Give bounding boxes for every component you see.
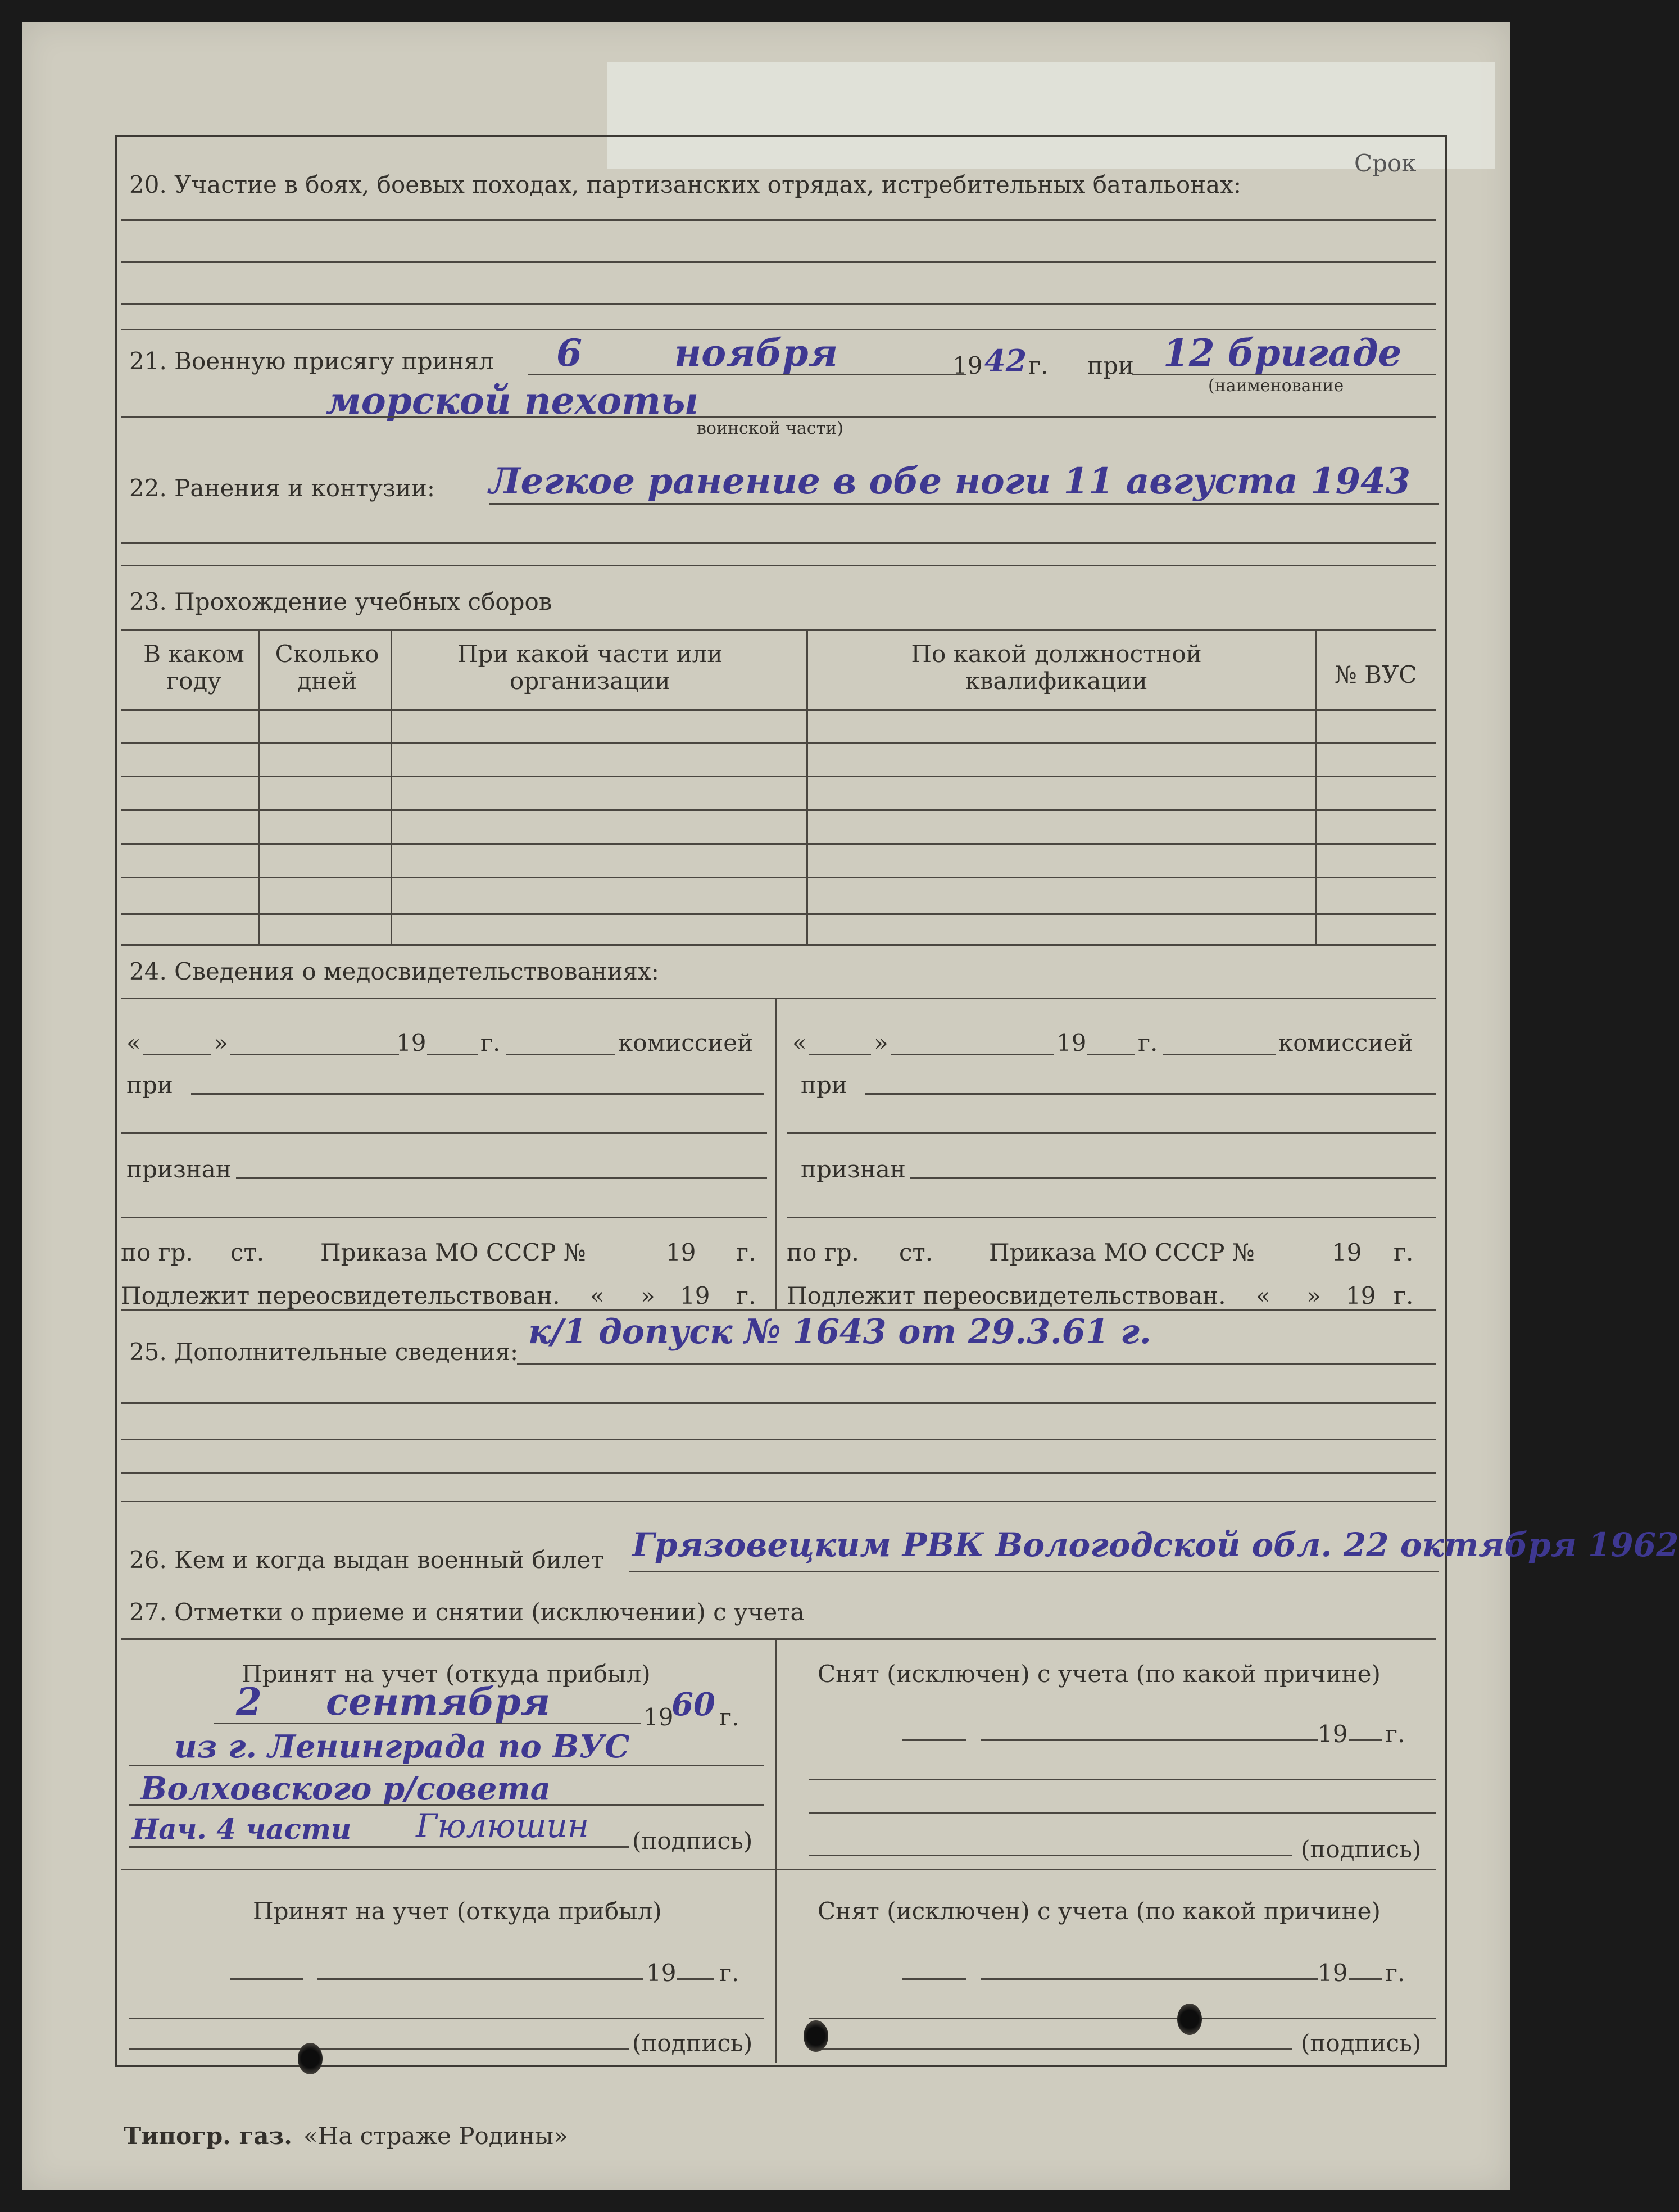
oath-at: при — [1087, 352, 1134, 379]
additional-value: к/1 допуск № 1643 от 29.3.61 г. — [528, 1312, 1151, 1352]
col-unit: При какой части или организации — [457, 640, 723, 695]
f23-label: 23. Прохождение учебных сборов — [129, 588, 552, 615]
oath-year: 42 — [984, 343, 1027, 379]
accept-signature: Гюлюшин — [416, 1807, 589, 1845]
top-stamp: Срок — [1354, 149, 1417, 177]
military-id-issuer: Грязовецким РВК Вологодской обл. 22 октября 1962 — [632, 1526, 1679, 1564]
accept-head: Нач. 4 части — [132, 1812, 352, 1846]
accept-council: Волховского р/совета — [140, 1770, 551, 1807]
punch-hole — [1177, 2004, 1202, 2035]
oath-year-prefix: 19 — [952, 352, 983, 379]
oath-unit-cont: морской пехоты — [326, 379, 699, 423]
oath-unit: 12 бригаде — [1163, 331, 1402, 375]
commission-label-right: комиссией — [1278, 1029, 1414, 1057]
accept-day: 2 — [236, 1680, 262, 1724]
col-days: Сколько дней — [275, 640, 379, 695]
f26-label: 26. Кем и когда выдан военный билет — [129, 1546, 604, 1574]
wound-value: Легкое ранение в обе ноги 11 августа 1943 — [489, 460, 1411, 502]
accept-month: сентября — [326, 1680, 550, 1724]
footer-printer: Типогр. газ. — [124, 2122, 292, 2150]
document-card: Срок 20. Участие в боях, боевых походах, партизанских отрядах, истребительных батальонах: 21. Военную присягу принял 6 ноября 19 42 г. при 12 бригаде (наименование морской пехоты воинской части) 22. Ранения и контузии: Легкое ранение в обе ноги 11 августа 1943 23. Прохождение учебных сборов В каком году Сколько дней При какой части или организации По какой должностной квалификации № ВУС 24. Сведения о медосвидетельствованиях: « » 19 г. комиссией при признан по гр. ст. Приказа МО СССР № 19 г. Подлежит переосвидетельствован. « » 19 г. « » 19 г. комиссией при признан по гр. ст. Приказа МО СССР № 19 г. Подлежит переосвидетельствован. « » 19 г. 25. Дополнительные сведения: к/1 допуск № 1643 от 29.3.61 г. 26. Кем и когда выдан военный билет Грязовецким РВК Вологодской обл. 22 октября 1962 27. Отметки о приеме и снятии (исключении) с учета Принят на учет (откуда прибыл) 2 сентября 19 60 г. из г. Ленинграда по ВУС Волховского р/совета Нач. 4 части Гюлюшин (подпись) Снят (исключен) с учета (по какой причине) 19 г. (подпись) Принят на учет (откуда прибыл) 19 г. (подпись) Снят (исключен) с учета (по какой причине) 19 г. (подпись) Типогр. газ. «На страже Родины» — [22, 22, 1510, 2190]
f20-label: 20. Участие в боях, боевых походах, партизанских отрядах, истребительных батальонах: — [129, 171, 1242, 198]
f27-label: 27. Отметки о приеме и снятии (исключении) с учета — [129, 1598, 805, 1626]
col-vus: № ВУС — [1335, 661, 1417, 688]
f25-label: 25. Дополнительные сведения: — [129, 1338, 519, 1366]
accept-from: из г. Ленинграда по ВУС — [174, 1728, 630, 1765]
f21-label: 21. Военную присягу принял — [129, 347, 494, 375]
punch-hole — [298, 2043, 323, 2074]
oath-note2: воинской части) — [697, 419, 843, 438]
oath-day: 6 — [556, 331, 582, 375]
oath-note1: (наименование — [1208, 376, 1344, 396]
f22-label: 22. Ранения и контузии: — [129, 474, 435, 502]
col-qualification: По какой должностной квалификации — [911, 640, 1202, 695]
accept-year: 60 — [671, 1686, 715, 1723]
f24-label: 24. Сведения о медосвидетельствованиях: — [129, 958, 659, 985]
commission-label-left: комиссией — [618, 1029, 754, 1057]
oath-year-suffix: г. — [1028, 352, 1049, 379]
oath-month: ноября — [674, 331, 838, 375]
punch-hole — [804, 2020, 828, 2052]
footer-paper: «На страже Родины» — [303, 2122, 568, 2150]
col-year: В каком году — [143, 640, 244, 695]
